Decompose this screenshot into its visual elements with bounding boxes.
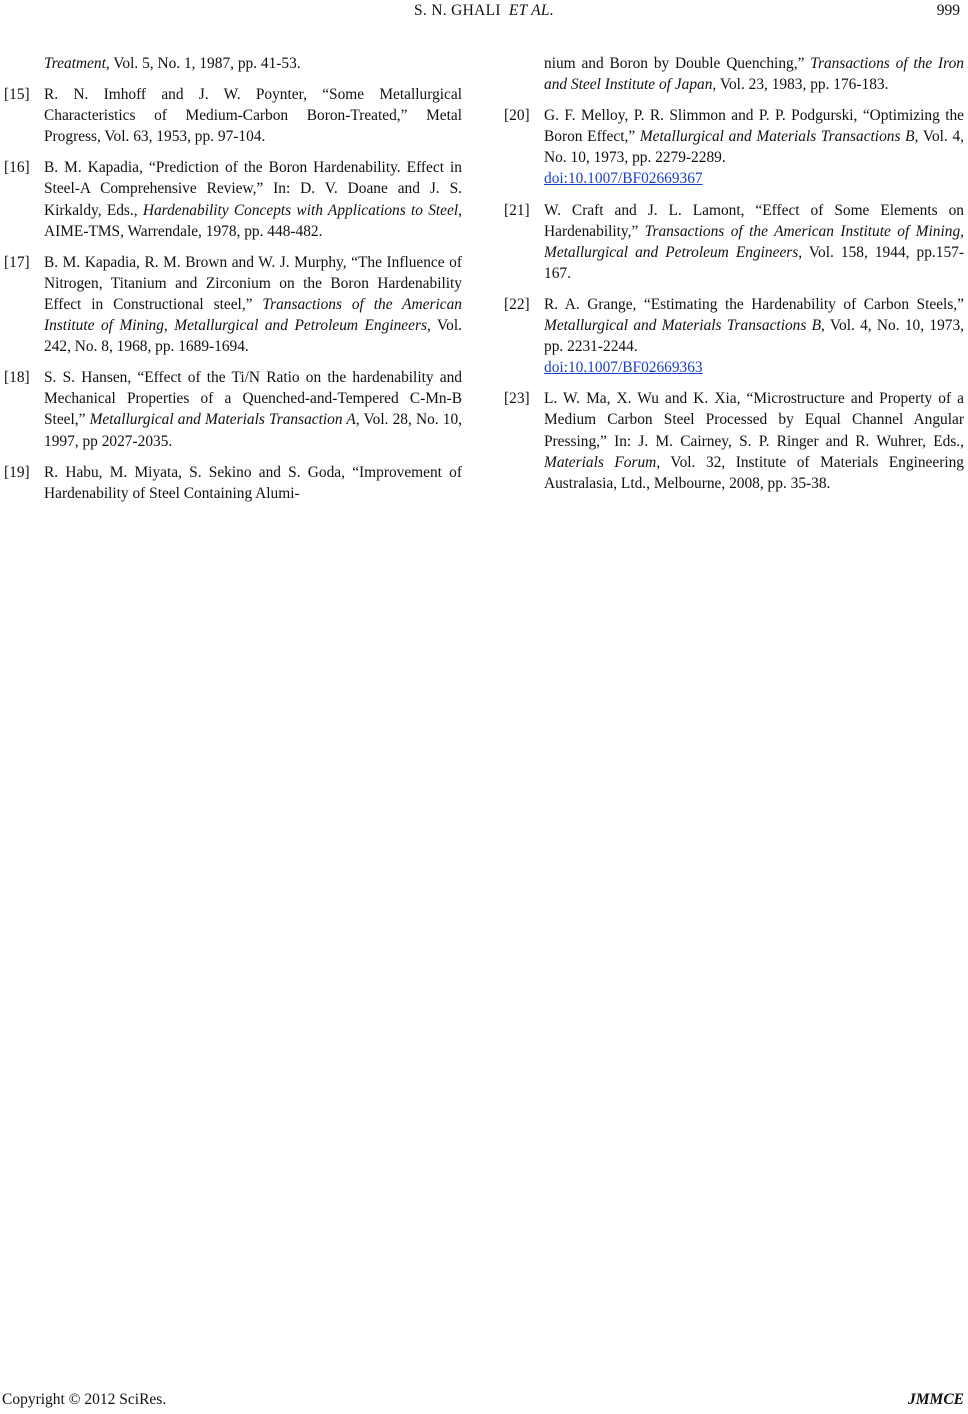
reference-journal: Transactions of the American Institute of Mining, Metallurgical and Petroleum Engineers [44,295,462,335]
reference-body [544,105,964,189]
reference-text: R. N. Imhoff and J. W. Poynter, “Some Metallurgical Characteristics of Medium-Carbon Boron-Treated,” Metal Progress, Vol. 63, 1953, pp. 97-104. [44,86,462,146]
reference-20 [504,105,964,189]
reference-text: , AIME-TMS, Warrendale, 1978, pp. 448-482. [44,201,462,240]
copyright-notice: Copyright © 2012 SciRes. [2,1391,167,1408]
reference-continuation [4,53,462,74]
reference-19 [4,462,462,504]
reference-text: B. M. Kapadia, R. M. Brown and W. J. Murphy, “The Influence of Nitrogen, Titanium and Zirconium on the Boron Hardenability Effect in Constructional steel,” [44,253,462,313]
reference-journal: Transactions of the Iron and Steel Institute of Japan [544,55,964,94]
reference-number: [21] [504,201,530,219]
reference-body [44,157,462,241]
reference-journal: Hardenability Concepts with Applications to Steel [142,201,459,219]
reference-journal: Metallurgical and Materials Transaction A [89,411,356,429]
reference-18 [4,367,462,451]
reference-text: , Vol. 4, No. 10, 1973, pp. 2231-2244. [544,317,965,356]
page-number: 999 [936,2,960,19]
reference-number: [18] [4,369,30,387]
references-right-column [504,53,964,504]
page-header [0,2,968,24]
reference-continuation [504,53,964,95]
reference-body [44,84,462,147]
reference-15 [4,84,462,147]
reference-number: [17] [4,253,30,271]
reference-journal: Metallurgical and Materials Transactions B [639,128,915,146]
reference-text: , Vol. 23, 1983, pp. 176-183. [712,76,889,94]
reference-text: , [960,222,964,240]
reference-21 [504,200,964,284]
reference-journal: Metallurgical and Materials Transactions B [544,317,822,335]
reference-16 [4,157,462,241]
reference-number: [19] [4,463,30,481]
reference-17 [4,252,462,357]
reference-text: , Vol. 28, No. 10, 1997, pp 2027-2035. [44,411,463,450]
reference-number: [15] [4,86,30,104]
reference-body [544,388,964,493]
doi-link[interactable]: doi:10.1007/BF02669367 [544,170,703,188]
reference-journal: Transactions of the American Institute of Mining [644,222,961,240]
reference-text: , Vol. 32, Institute of Materials Engineering Australasia, Ltd., Melbourne, 2008, pp. 35-38. [544,453,964,492]
reference-text: W. Craft and J. L. Lamont, “Effect of Some Elements on Hardenability,” [544,201,964,240]
reference-body [44,252,462,357]
reference-23 [504,388,964,493]
reference-journal: Materials Forum [544,453,657,471]
reference-number: [20] [504,107,530,125]
reference-text: , Vol. 242, No. 8, 1968, pp. 1689-1694. [44,317,462,356]
reference-journal: Treatment [44,55,106,72]
reference-text: G. F. Melloy, P. R. Slimmon and P. P. Podgurski, “Optimizing the Boron Effect,” [544,107,964,146]
reference-text: , Vol. 5, No. 1, 1987, pp. 41-53. [105,55,301,72]
reference-body [44,462,462,504]
reference-text: R. A. Grange, “Estimating the Hardenability of Carbon Steels,” [544,295,964,313]
page-footer [0,1391,968,1413]
reference-text: R. Habu, M. Miyata, S. Sekino and S. Goda, “Improvement of Hardenability of Steel Containing Alumi- [44,463,462,502]
running-title [0,2,968,20]
reference-number: [16] [4,159,30,177]
running-title-etal: ET AL. [508,2,554,19]
reference-text: B. M. Kapadia, “Prediction of the Boron Hardenability. Effect in Steel-A Comprehensive Review,” In: D. V. Doane and J. S. Kirkaldy, Eds., [44,159,462,219]
doi-link[interactable]: doi:10.1007/BF02669363 [544,359,703,377]
reference-number: [22] [504,295,530,313]
reference-journal: Metallurgical and Petroleum Engineers [544,243,799,261]
references-left-column [4,53,462,514]
reference-body [544,200,964,284]
reference-text: , Vol. 158, 1944, pp.157-167. [544,243,964,282]
reference-22 [504,294,964,378]
journal-abbreviation: JMMCE [908,1391,964,1408]
reference-text: , Vol. 4, No. 10, 1973, pp. 2279-2289. [544,128,965,167]
reference-text: nium and Boron by Double Quenching,” [544,55,811,72]
running-title-author: S. N. GHALI [414,2,501,19]
reference-body [44,367,462,451]
reference-text: L. W. Ma, X. Wu and K. Xia, “Microstructure and Property of a Medium Carbon Steel Processed by Equal Channel Angular Pressing,” In: J. M. Cairney, S. P. Ringer and R. Wuhrer, Eds., [544,390,964,450]
reference-number: [23] [504,390,530,408]
reference-body [544,294,964,378]
reference-text: S. S. Hansen, “Effect of the Ti/N Ratio on the hardenability and Mechanical Properties of a Quenched-and-Tempered C-Mn-B Steel,” [44,369,462,429]
